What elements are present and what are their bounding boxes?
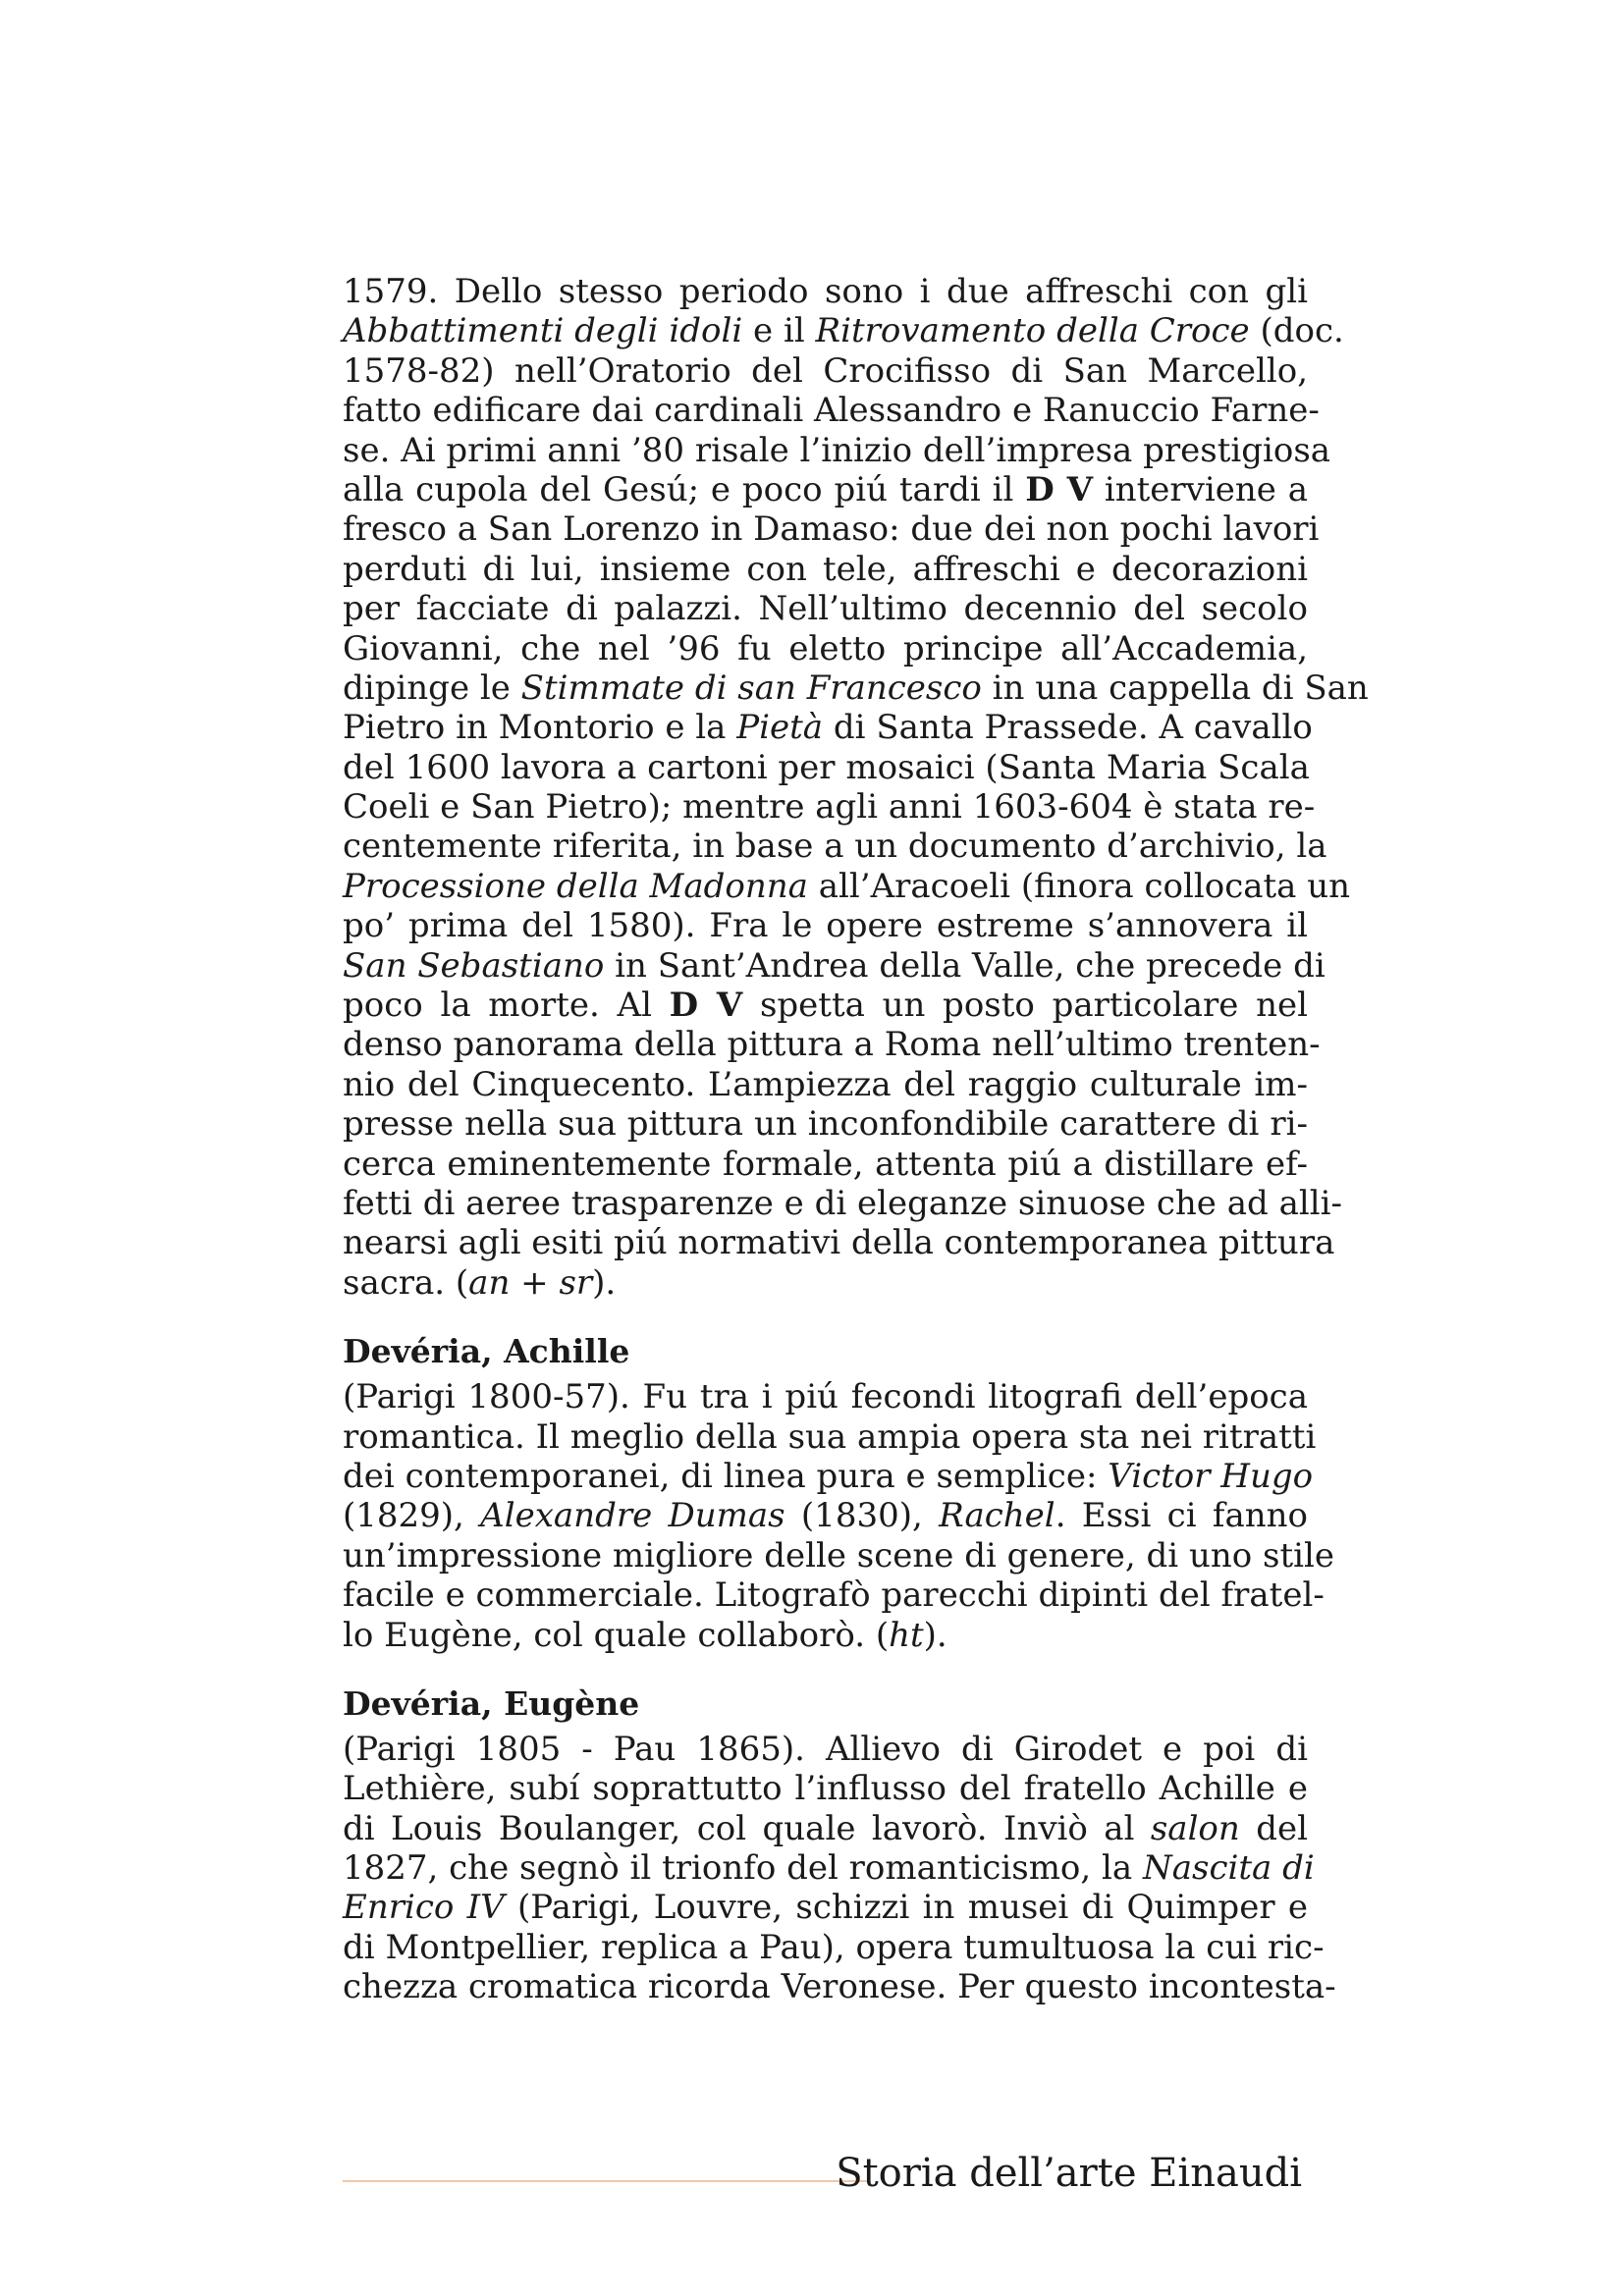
text-line: denso panorama della pittura a Roma nell’ultimo trenten- — [343, 1025, 1321, 1065]
text-line-with-italics: Processione della Madonna all’Aracoeli (finora collocata un — [343, 866, 1351, 906]
text-line: facile e commerciale. Litografò parecchi dipinti del fratel- — [343, 1575, 1325, 1616]
text-line-with-italics: dei contemporanei, di linea pura e semplice: Victor Hugo — [343, 1456, 1314, 1496]
entry-heading: Devéria, Eugène — [343, 1683, 640, 1723]
text-line: presse nella sua pittura un inconfondibile carattere di ri- — [343, 1104, 1308, 1145]
text-line: po’ prima del 1580). Fra le opere estreme s’annovera il — [343, 906, 1308, 946]
text-line: (Parigi 1805 - Pau 1865). Allievo di Girodet e poi di — [343, 1729, 1308, 1769]
text-line-with-italics: Pietro in Montorio e la Pietà di Santa Prassede. A cavallo — [343, 708, 1313, 748]
entry-deveria-achille — [343, 1332, 1335, 1655]
text-line-with-italics: Enrico IV (Parigi, Louvre, schizzi in musei di Quimper e — [343, 1888, 1308, 1928]
continuation-paragraph — [343, 272, 1369, 1303]
text-line: fatto edificare dai cardinali Alessandro e Ranuccio Farne- — [343, 391, 1320, 431]
text-line-with-italics: Abbattimenti degli idoli e il Ritrovamento della Croce (doc. — [343, 311, 1344, 351]
text-line-with-italics: di Louis Boulanger, col quale lavorò. Inviò al salon del — [343, 1808, 1308, 1848]
text-line: di Montpellier, replica a Pau), opera tumultuosa la cui ric- — [343, 1927, 1325, 1967]
entry-deveria-eugene — [343, 1683, 1336, 2007]
text-line: 1579. Dello stesso periodo sono i due affreschi con gli — [343, 272, 1308, 311]
text-line: Giovanni, che nel ’96 fu eletto principe all’Accademia, — [343, 628, 1308, 668]
text-line: un’impressione migliore delle scene di genere, di uno stile — [343, 1535, 1335, 1575]
text-line-with-italics: San Sebastiano in Sant’Andrea della Valle, che precede di — [343, 945, 1325, 986]
text-line-with-italics: 1827, che segnò il trionfo del romanticismo, la Nascita di — [343, 1848, 1315, 1889]
footer-title: Storia dell’arte Einaudi — [836, 2151, 1302, 2196]
text-line-signature: sacra. (an + sr). — [343, 1262, 617, 1303]
text-line: Lethière, subí soprattutto l’influsso del fratello Achille e — [343, 1769, 1308, 1809]
text-line-with-italics: (1829), Alexandre Dumas (1830), Rachel. Essi ci fanno — [343, 1496, 1309, 1536]
text-line-with-bold: poco la morte. Al D V spetta un posto particolare nel — [343, 986, 1309, 1026]
page-footer — [343, 2146, 1308, 2205]
footer-rule — [343, 2180, 868, 2182]
text-line: centemente riferita, in base a un documento d’archivio, la — [343, 827, 1327, 867]
text-line: se. Ai primi anni ’80 risale l’inizio dell’impresa prestigiosa — [343, 430, 1331, 470]
text-line: perduti di lui, insieme con tele, affreschi e decorazioni — [343, 549, 1308, 589]
text-line: (Parigi 1800-57). Fu tra i piú fecondi litografi dell’epoca — [343, 1377, 1308, 1417]
text-line: chezza cromatica ricorda Veronese. Per questo incontesta- — [343, 1967, 1336, 2007]
text-line: Coeli e San Pietro); mentre agli anni 1603-604 è stata re- — [343, 787, 1316, 828]
text-line: nearsi agli esiti piú normativi della contemporanea pittura — [343, 1223, 1335, 1263]
text-line: cerca eminentemente formale, attenta piú a distillare ef- — [343, 1144, 1308, 1184]
page-body — [343, 272, 1369, 2007]
text-line-with-italics: dipinge le Stimmate di san Francesco in una cappella di San — [343, 667, 1369, 708]
text-line: 1578-82) nell’Oratorio del Crocifisso di San Marcello, — [343, 350, 1308, 391]
text-line-with-bold: alla cupola del Gesú; e poco piú tardi il D V interviene a — [343, 469, 1308, 509]
text-line: fresco a San Lorenzo in Damaso: due dei non pochi lavori — [343, 509, 1320, 550]
text-line: per facciate di palazzi. Nell’ultimo decennio del secolo — [343, 589, 1308, 629]
text-line: nio del Cinquecento. L’ampiezza del raggio culturale im- — [343, 1064, 1308, 1104]
text-line: fetti di aeree trasparenze e di eleganze sinuose che ad alli- — [343, 1183, 1342, 1223]
text-line: romantica. Il meglio della sua ampia opera sta nei ritratti — [343, 1416, 1317, 1457]
entry-heading: Devéria, Achille — [343, 1332, 630, 1371]
text-line: del 1600 lavora a cartoni per mosaici (Santa Maria Scala — [343, 747, 1310, 787]
text-line-signature: lo Eugène, col quale collaborò. (ht). — [343, 1615, 947, 1655]
